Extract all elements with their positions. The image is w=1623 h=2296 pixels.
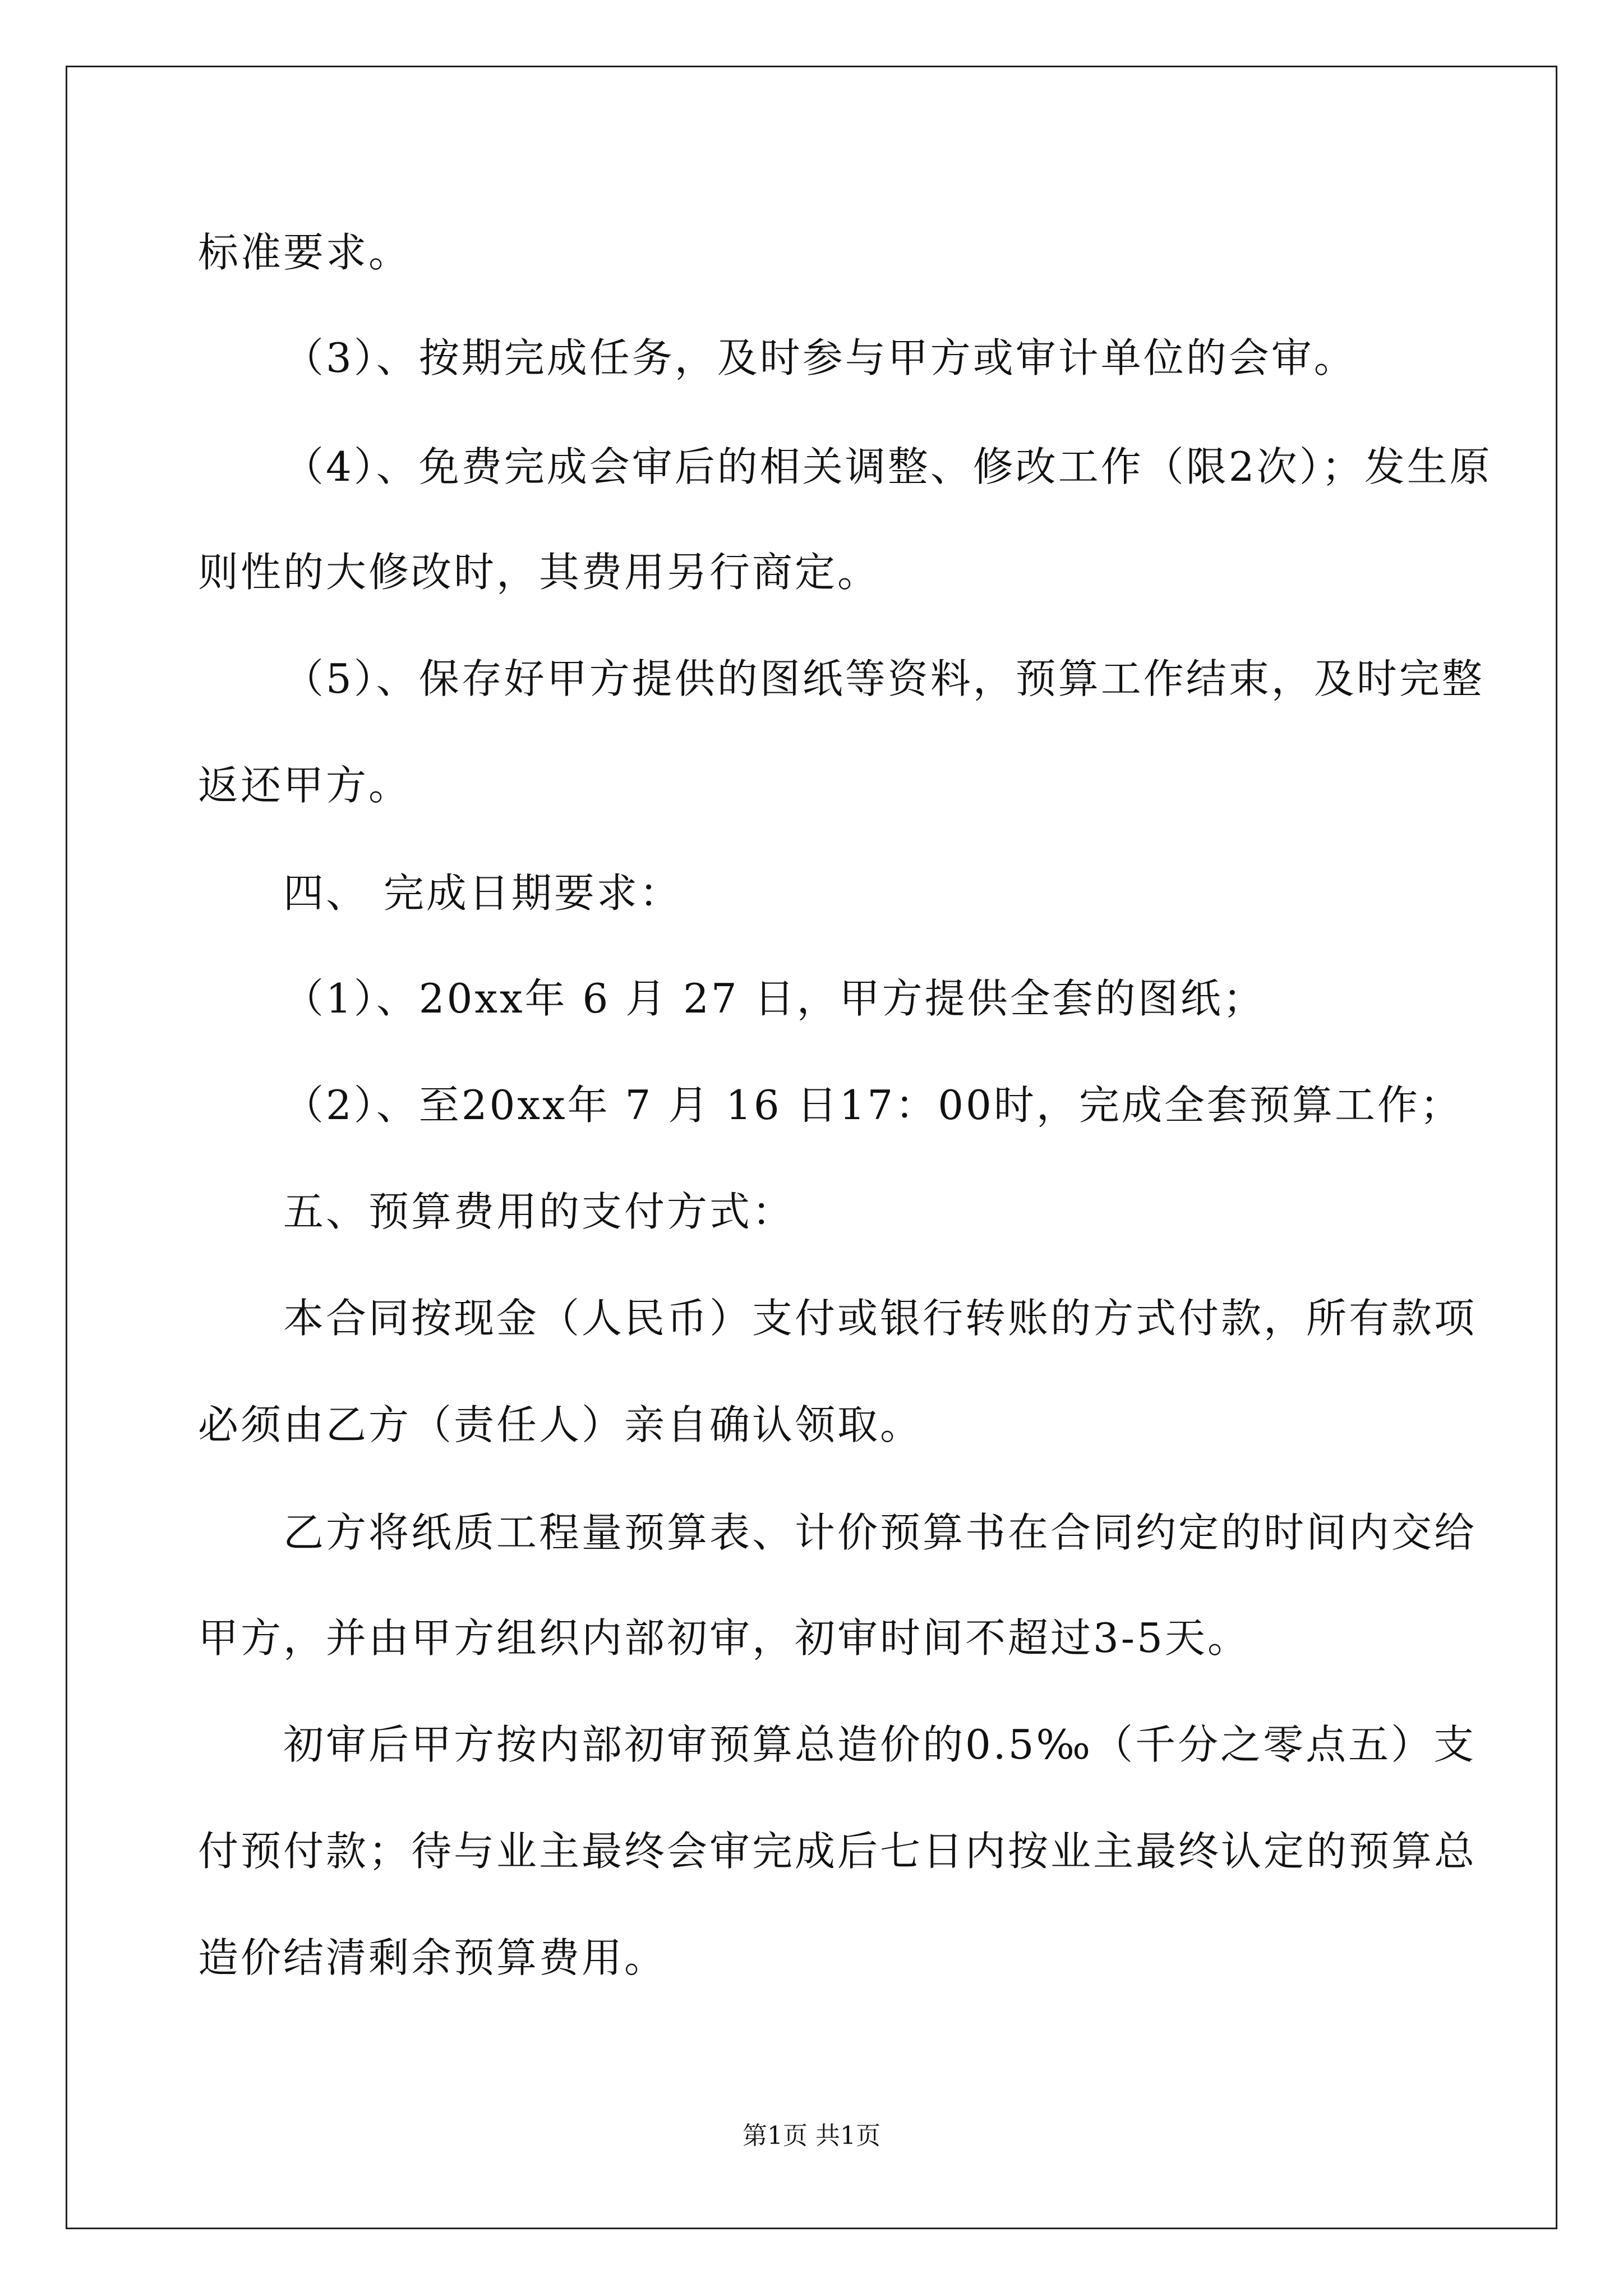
text-line: （5）、保存好甲方提供的图纸等资料，预算工作结束，及时完整 xyxy=(283,655,1484,702)
section-heading: 五、预算费用的支付方式： xyxy=(283,1188,795,1235)
text-line: 造价结清剩余预算费用。 xyxy=(198,1934,667,1981)
text-line: 必须由乙方（责任人）亲自确认领取。 xyxy=(198,1401,923,1448)
page-border xyxy=(66,66,1557,2229)
text-line: 本合同按现金（人民币）支付或银行转账的方式付款，所有款项 xyxy=(283,1295,1477,1342)
text-line: 标准要求。 xyxy=(198,229,412,276)
text-line: 返还甲方。 xyxy=(198,762,412,809)
page-footer: 第1页 共1页 xyxy=(743,2122,880,2150)
section-heading: 四、 完成日期要求： xyxy=(283,869,682,917)
text-line: （1）、20xx年 6 月 27 日，甲方提供全套的图纸； xyxy=(283,975,1266,1022)
text-line: （3）、按期完成任务，及时参与甲方或审计单位的会审。 xyxy=(283,334,1357,381)
text-line: 则性的大修改时，其费用另行商定。 xyxy=(198,549,880,596)
text-line: （4）、免费完成会审后的相关调整、修改工作（限2次）；发生原 xyxy=(283,443,1492,490)
text-line: 乙方将纸质工程量预算表、计价预算书在合同约定的时间内交给 xyxy=(283,1509,1477,1556)
text-line: 初审后甲方按内部初审预算总造价的0.5‰（千分之零点五）支 xyxy=(283,1721,1477,1768)
text-line: （2）、至20xx年 7 月 16 日17：00时，完成全套预算工作； xyxy=(283,1082,1463,1129)
text-line: 甲方，并由甲方组织内部初审，初审时间不超过3-5天。 xyxy=(198,1614,1250,1662)
text-line: 付预付款；待与业主最终会审完成后七日内按业主最终认定的预算总 xyxy=(198,1828,1477,1875)
